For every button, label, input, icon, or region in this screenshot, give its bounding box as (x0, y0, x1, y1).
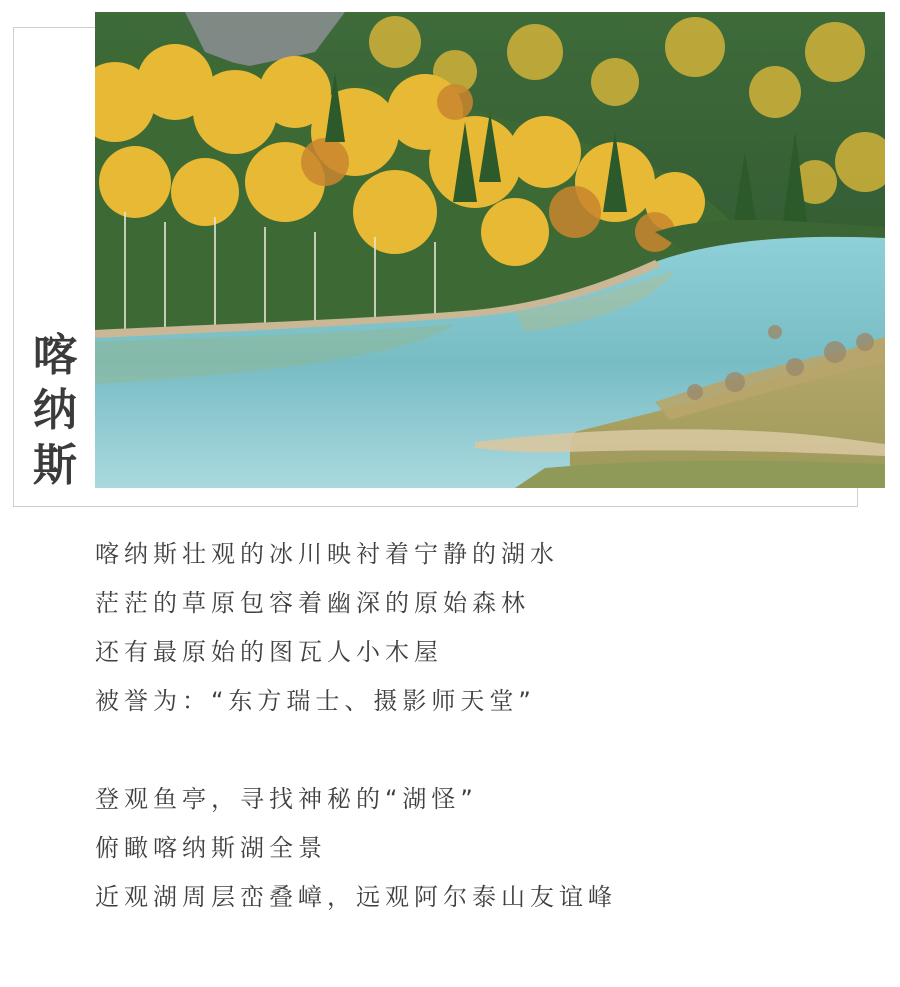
activity-paragraph (95, 775, 855, 922)
title-char: 斯 (33, 440, 77, 491)
text-line: 还有最原始的图瓦人小木屋 (95, 638, 443, 666)
text-line: 喀纳斯壮观的冰川映衬着宁静的湖水 (95, 540, 559, 568)
landscape-illustration (95, 12, 885, 488)
text-line: 俯瞰喀纳斯湖全景 (95, 834, 327, 862)
title-char: 喀 (33, 330, 77, 381)
text-line: 登观鱼亭，寻找神秘的“湖怪” (95, 785, 478, 813)
text-line: 近观湖周层峦叠嶂，远观阿尔泰山友谊峰 (95, 883, 617, 911)
intro-paragraph (95, 530, 855, 726)
text-line: 被誉为：“东方瑞士、摄影师天堂” (95, 687, 536, 715)
title-char: 纳 (33, 385, 77, 436)
kanas-lake-photo (95, 12, 885, 488)
text-line: 茫茫的草原包容着幽深的原始森林 (95, 589, 530, 617)
vertical-title (33, 328, 89, 493)
